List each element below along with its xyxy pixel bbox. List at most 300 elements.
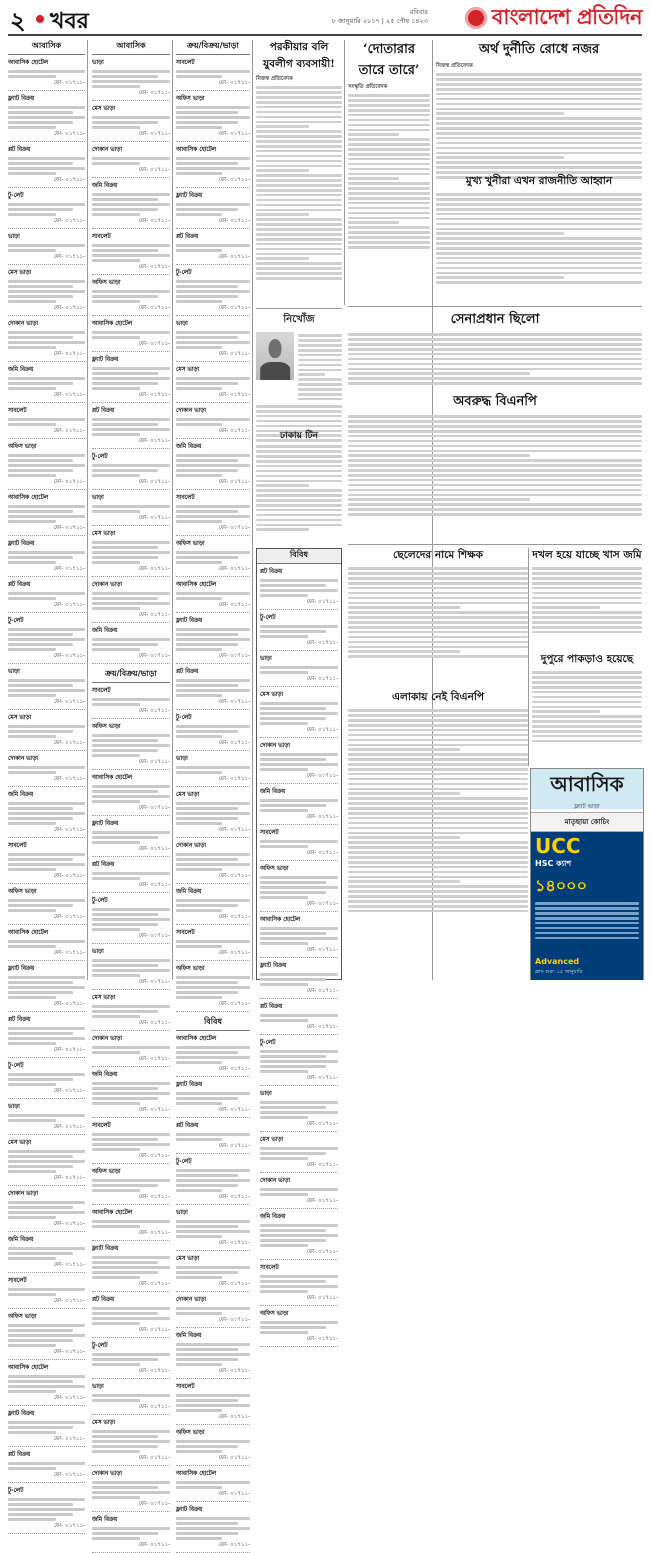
text-line bbox=[256, 204, 342, 207]
classified-ad-title: জমি বিক্রয় bbox=[260, 789, 286, 795]
classified-ad-phone: ফো- ০১৭১১- bbox=[138, 438, 170, 444]
classified-ad-title: ভাড়া bbox=[92, 60, 104, 66]
classified-ad-title: সাবলেট bbox=[260, 1265, 279, 1271]
text-line bbox=[298, 334, 342, 337]
classified-ad bbox=[176, 93, 250, 142]
classified-ad bbox=[260, 827, 338, 861]
classified-ad bbox=[8, 963, 85, 1012]
classified-ad bbox=[260, 786, 338, 825]
text-line bbox=[256, 243, 342, 246]
classified-ad-phone: ফো- ০১৭১১- bbox=[53, 699, 85, 705]
text-line bbox=[348, 338, 642, 341]
classified-ad bbox=[8, 666, 85, 710]
classified-ad bbox=[176, 789, 250, 838]
text-line bbox=[436, 137, 642, 140]
text-line bbox=[535, 937, 639, 940]
text-line bbox=[256, 460, 342, 463]
classified-ad bbox=[176, 231, 250, 265]
classified-ad bbox=[92, 1417, 170, 1466]
text-line bbox=[535, 932, 639, 935]
classified-ad-title: প্লট বিক্রয় bbox=[8, 1452, 31, 1458]
classified-ad-title: ফ্ল্যাট বিক্রয় bbox=[176, 1082, 203, 1088]
classified-ad-phone: ফো- ০১৭১১- bbox=[138, 218, 170, 224]
text-line bbox=[256, 450, 342, 453]
text-line bbox=[256, 267, 342, 270]
text-line bbox=[256, 116, 342, 119]
classified-ad-phone: ফো- ০১৭১১- bbox=[306, 1295, 338, 1301]
text-line bbox=[348, 621, 528, 624]
classified-ad bbox=[92, 1381, 170, 1415]
classified-ad-phone: ফো- ০১৭১১- bbox=[218, 1491, 250, 1497]
classified-ad-title: আবাসিক হোটেল bbox=[176, 1471, 217, 1477]
classified-ad-phone: ফো- ০১৭১১- bbox=[53, 1175, 85, 1181]
classified-ad bbox=[8, 789, 85, 838]
classified-ad bbox=[176, 615, 250, 664]
column-rule bbox=[87, 40, 88, 980]
classified-ad-title: টু-লেট bbox=[92, 1343, 108, 1349]
classified-ad-title: সাবলেট bbox=[92, 234, 111, 240]
text-line bbox=[348, 866, 528, 869]
classified-ad bbox=[260, 689, 338, 738]
classified-ad-phone: ফো- ০১৭১১- bbox=[138, 1404, 170, 1410]
classified-ad bbox=[260, 863, 338, 912]
classified-ad bbox=[176, 927, 250, 961]
text-line bbox=[436, 267, 642, 270]
classified-ad bbox=[8, 712, 85, 751]
classified-ad-title: ভাড়া bbox=[92, 495, 104, 501]
classified-ad bbox=[8, 1137, 85, 1186]
classified-ad-title: ভাড়া bbox=[260, 656, 272, 662]
story-block bbox=[256, 40, 342, 304]
classified-ad-title: জমি বিক্রয় bbox=[176, 1333, 202, 1339]
classified-ad bbox=[92, 1243, 170, 1292]
text-line bbox=[348, 372, 530, 375]
classified-ad-title: ভাড়া bbox=[176, 1210, 188, 1216]
classified-ad-title: দোকান ভাড়া bbox=[92, 1471, 123, 1477]
classified-ad bbox=[260, 914, 338, 958]
text-line bbox=[256, 140, 342, 143]
text-line bbox=[436, 208, 642, 211]
classified-ad-phone: ফো- ০১৭১১- bbox=[306, 773, 338, 779]
classified-ad-title: সাবলেট bbox=[92, 1123, 111, 1129]
classified-ad bbox=[92, 946, 170, 990]
text-line bbox=[436, 203, 642, 206]
classified-ad bbox=[92, 895, 170, 944]
text-line bbox=[436, 228, 642, 231]
text-line bbox=[298, 354, 342, 357]
text-line bbox=[348, 748, 460, 751]
classified-ad-title: ফ্ল্যাট বিক্রয় bbox=[92, 1246, 119, 1252]
column-rule bbox=[344, 40, 345, 305]
story-photo-block bbox=[348, 70, 430, 304]
text-line bbox=[348, 450, 642, 453]
dateline bbox=[332, 8, 428, 26]
text-line bbox=[348, 513, 642, 516]
text-line bbox=[348, 484, 642, 487]
classified-ad-phone: ফো- ০১৭১১- bbox=[53, 1262, 85, 1268]
obituary-title: নিখোঁজ bbox=[283, 314, 315, 325]
classified-ad bbox=[260, 1175, 338, 1209]
classified-ad bbox=[92, 721, 170, 770]
classified-ad-phone: ফো- ০১৭১১- bbox=[138, 1107, 170, 1113]
text-line bbox=[436, 103, 642, 106]
classified-ad-title: অফিস ভাড়া bbox=[8, 444, 37, 450]
text-line bbox=[348, 773, 528, 776]
classified-ad-title: জমি বিক্রয় bbox=[8, 792, 34, 798]
text-line bbox=[348, 768, 528, 771]
classified-ad bbox=[8, 615, 85, 664]
text-line bbox=[348, 900, 528, 903]
classified-ad-phone: ফো- ০১৭১১- bbox=[306, 1075, 338, 1081]
classified-ad bbox=[92, 231, 170, 275]
text-line bbox=[436, 242, 642, 245]
column-rule bbox=[172, 40, 173, 980]
classified-ad-title: ফ্ল্যাট বিক্রয় bbox=[260, 963, 287, 969]
classified-ad-phone: ফো- ০১৭১১- bbox=[53, 1124, 85, 1130]
text-line bbox=[436, 152, 642, 155]
text-line bbox=[348, 880, 460, 883]
classified-ad-title: প্লট বিক্রয় bbox=[8, 582, 31, 588]
text-line bbox=[256, 223, 342, 226]
ucc-ad-panel bbox=[531, 832, 643, 980]
classified-ad-phone: ফো- ০১৭১১- bbox=[218, 1066, 250, 1072]
text-line bbox=[348, 567, 528, 570]
classified-ad bbox=[92, 1166, 170, 1205]
classified-ad bbox=[260, 1262, 338, 1306]
classified-ad bbox=[176, 1156, 250, 1205]
classified-ad-phone: ফো- ০১৭১১- bbox=[138, 1230, 170, 1236]
text-line bbox=[348, 812, 528, 815]
classified-ad-phone: ফো- ০১৭১১- bbox=[218, 776, 250, 782]
day-label: রবিবার bbox=[409, 8, 428, 16]
classified-ad-title: মেস ভাড়া bbox=[176, 1256, 200, 1262]
classified-ad-phone: ফো- ০১৭১১- bbox=[218, 305, 250, 311]
story-block bbox=[348, 690, 528, 980]
text-line bbox=[348, 753, 528, 756]
classified-ad-title: ভাড়া bbox=[8, 669, 20, 675]
text-line bbox=[348, 724, 528, 727]
text-line bbox=[348, 459, 642, 462]
classified-ad-title: প্লট বিক্রয় bbox=[176, 669, 199, 675]
classified-ad-phone: ফো- ০১৭১১- bbox=[53, 950, 85, 956]
classified-ad-title: জমি বিক্রয় bbox=[92, 628, 118, 634]
classified-ad bbox=[176, 1120, 250, 1154]
classified-ad-title: মেস ভাড়া bbox=[92, 106, 116, 112]
classified-ad bbox=[92, 579, 170, 623]
classified-ad-title: টু-লেট bbox=[92, 898, 108, 904]
classified-ad-title: আবাসিক হোটেল bbox=[176, 147, 217, 153]
classified-ad bbox=[92, 318, 170, 352]
classified-ad-phone: ফো- ০১৭১১- bbox=[218, 1368, 250, 1374]
classified-ad-phone: ফো- ০১৭১১- bbox=[53, 218, 85, 224]
text-line bbox=[436, 147, 642, 150]
classified-ad-title: অফিস ভাড়া bbox=[176, 96, 205, 102]
classified-ad-title: মেস ভাড়া bbox=[176, 792, 200, 798]
story-block bbox=[348, 548, 528, 688]
text-line bbox=[348, 802, 528, 805]
classified-ad bbox=[260, 740, 338, 784]
text-line bbox=[298, 378, 342, 381]
text-line bbox=[348, 498, 530, 501]
classified-ad bbox=[8, 753, 85, 787]
classified-ad bbox=[92, 1069, 170, 1118]
text-line bbox=[436, 281, 642, 284]
classified-ad-title: টু-লেট bbox=[260, 615, 276, 621]
classified-ad-phone: ফো- ০১৭১১- bbox=[53, 776, 85, 782]
classified-ad bbox=[176, 1330, 250, 1379]
classified-ad-phone: ফো- ০১৭১১- bbox=[53, 351, 85, 357]
rule bbox=[348, 306, 642, 307]
classified-ad-phone: ফো- ০১৭১১- bbox=[306, 640, 338, 646]
page-number: ২ bbox=[10, 6, 26, 35]
classified-ad-title: আবাসিক হোটেল bbox=[176, 1036, 217, 1042]
text-line bbox=[348, 841, 528, 844]
classified-ad-phone: ফো- ০১৭১১- bbox=[53, 827, 85, 833]
story-headline: ছেলেদের নামে শিক্ষক bbox=[393, 549, 483, 561]
text-line bbox=[348, 636, 528, 639]
text-line bbox=[348, 734, 528, 737]
ucc-fee: ১৪০০০ bbox=[535, 876, 587, 895]
classified-ad bbox=[176, 1079, 250, 1118]
text-line bbox=[532, 686, 642, 689]
text-line bbox=[256, 410, 342, 413]
text-line bbox=[532, 740, 642, 743]
classified-ad-title: অফিস ভাড়া bbox=[8, 889, 37, 895]
classified-ad-title: দোকান ভাড়া bbox=[260, 743, 291, 749]
classified-ad-phone: ফো- ০১৭১১- bbox=[218, 177, 250, 183]
text-line bbox=[348, 415, 642, 418]
text-line bbox=[436, 122, 642, 125]
classified-ad-title: অফিস ভাড়া bbox=[260, 1311, 289, 1317]
classified-ad bbox=[260, 1001, 338, 1035]
classified-ad-phone: ফো- ০১৭১১- bbox=[53, 602, 85, 608]
classified-ad-title: আবাসিক হোটেল bbox=[8, 930, 49, 936]
classified-ad-title: জমি বিক্রয় bbox=[92, 183, 118, 189]
classified-ad bbox=[92, 103, 170, 142]
text-line bbox=[348, 895, 528, 898]
text-line bbox=[348, 739, 528, 742]
classified-ad-phone: ফো- ০১৭১১- bbox=[138, 566, 170, 572]
text-line bbox=[436, 161, 642, 164]
text-line bbox=[256, 189, 342, 192]
column-rule bbox=[252, 40, 253, 980]
classified-column bbox=[8, 40, 85, 1529]
text-line bbox=[256, 445, 342, 448]
text-line bbox=[436, 193, 642, 196]
classified-ad-title: জমি বিক্রয় bbox=[8, 367, 34, 373]
classified-ad-title: আবাসিক হোটেল bbox=[92, 1210, 133, 1216]
ucc-logo: UCC bbox=[535, 834, 581, 858]
classified-ad-title: প্লট বিক্রয় bbox=[8, 147, 31, 153]
classified-ad-phone: ফো- ০১৭১১- bbox=[218, 566, 250, 572]
text-line bbox=[436, 112, 564, 115]
classified-ad-phone: ফো- ০১৭১১- bbox=[53, 131, 85, 137]
text-line bbox=[256, 96, 342, 99]
classified-ad bbox=[176, 405, 250, 439]
text-line bbox=[348, 885, 528, 888]
classified-ad bbox=[92, 354, 170, 403]
text-line bbox=[436, 108, 642, 111]
classified-ad-title: ফ্ল্যাট বিক্রয় bbox=[8, 1411, 35, 1417]
brand-name: বাংলাদেশ প্রতিদিন bbox=[491, 3, 642, 29]
story-block bbox=[532, 652, 642, 764]
coaching-advertisement[interactable] bbox=[530, 768, 644, 980]
classified-ad-title: টু-লেট bbox=[8, 1063, 24, 1069]
classified-ad-title: সাবলেট bbox=[176, 1384, 195, 1390]
classified-ad-phone: ফো- ০১৭১১- bbox=[138, 1281, 170, 1287]
classified-ad bbox=[176, 1427, 250, 1466]
classified-ad-title: দোকান ভাড়া bbox=[8, 321, 39, 327]
text-line bbox=[436, 117, 642, 120]
classified-ad-phone: ফো- ০১৭১১- bbox=[306, 1024, 338, 1030]
classified-ad bbox=[92, 277, 170, 316]
text-line bbox=[532, 582, 642, 585]
story-headline: অবরুদ্ধ বিএনপি bbox=[453, 394, 537, 409]
classified-ad-phone: ফো- ০১৭১১- bbox=[306, 947, 338, 953]
text-line bbox=[256, 184, 342, 187]
classified-ad-phone: ফো- ০১৭১১- bbox=[53, 428, 85, 434]
text-line bbox=[298, 398, 342, 401]
text-line bbox=[348, 616, 528, 619]
classified-ad-title: ফ্ল্যাট বিক্রয় bbox=[8, 966, 35, 972]
classified-ad bbox=[176, 1468, 250, 1502]
classified-ad-phone: ফো- ০১৭১১- bbox=[306, 676, 338, 682]
story-block bbox=[532, 548, 642, 648]
classified-ad bbox=[8, 364, 85, 403]
text-line bbox=[532, 706, 642, 709]
classified-ad bbox=[92, 859, 170, 893]
text-line bbox=[256, 253, 342, 256]
classified-ad-phone: ফো- ০১৭১১- bbox=[138, 1327, 170, 1333]
text-line bbox=[532, 597, 642, 600]
classified-ad-phone: ফো- ০১৭১১- bbox=[53, 914, 85, 920]
category-heading: আবাসিক bbox=[8, 40, 85, 55]
text-line bbox=[348, 817, 528, 820]
classified-ad-title: ফ্ল্যাট বিক্রয় bbox=[92, 357, 119, 363]
classified-ad-title: মেস ভাড়া bbox=[8, 1140, 32, 1146]
classified-ad bbox=[92, 180, 170, 229]
classified-ad-title: টু-লেট bbox=[8, 1488, 24, 1494]
classified-ad-title: ভাড়া bbox=[260, 1091, 272, 1097]
text-line bbox=[532, 676, 642, 679]
text-line bbox=[298, 393, 342, 396]
story-headline: মুখ্য খুনীরা এখন রাজনীতি আহ্বান bbox=[465, 175, 613, 187]
text-line bbox=[436, 213, 642, 216]
category-heading: ক্রয়/বিক্রয়/ভাড়া bbox=[92, 668, 170, 683]
misc-classified-box bbox=[256, 548, 342, 1342]
classified-ad-phone: ফো- ০১৭১১- bbox=[306, 1198, 338, 1204]
text-line bbox=[298, 344, 342, 347]
classified-ad-title: জমি বিক্রয় bbox=[176, 889, 202, 895]
classified-ad-phone: ফো- ০১৭১১- bbox=[306, 814, 338, 820]
classified-ad-phone: ফো- ০১৭১১- bbox=[306, 1121, 338, 1127]
text-line bbox=[348, 587, 528, 590]
classified-ad-title: প্লট বিক্রয় bbox=[176, 1123, 199, 1129]
classified-ad bbox=[8, 1485, 85, 1534]
text-line bbox=[256, 272, 342, 275]
classified-ad-phone: ফো- ০১৭১১- bbox=[53, 653, 85, 659]
ucc-advanced-label: Advanced bbox=[535, 957, 580, 966]
classified-ad-phone: ফো- ০১৭১১- bbox=[138, 90, 170, 96]
classified-ad-phone: ফো- ০১৭১১- bbox=[53, 1298, 85, 1304]
text-line bbox=[436, 198, 642, 201]
text-line bbox=[348, 592, 528, 595]
classified-ad-phone: ফো- ০১৭১১- bbox=[218, 80, 250, 86]
classified-ad bbox=[260, 653, 338, 687]
text-line bbox=[256, 248, 342, 251]
classified-ad-title: সাবলেট bbox=[260, 830, 279, 836]
classified-ad-phone: ফো- ০১৭১১- bbox=[53, 479, 85, 485]
classified-ad-title: জমি বিক্রয় bbox=[8, 1237, 34, 1243]
section-dot-icon bbox=[36, 15, 44, 23]
classified-ad-phone: ফো- ০১৭১১- bbox=[306, 988, 338, 994]
text-line bbox=[436, 272, 642, 275]
text-line bbox=[532, 631, 642, 634]
text-line bbox=[348, 744, 528, 747]
text-line bbox=[348, 792, 460, 795]
text-line bbox=[535, 917, 639, 920]
text-line bbox=[348, 597, 528, 600]
classified-ad bbox=[8, 1362, 85, 1406]
text-line bbox=[298, 359, 342, 362]
classified-ad bbox=[8, 886, 85, 925]
story-headline: ‘দোতারার তারে তারে’ bbox=[358, 42, 420, 78]
classified-ad-phone: ফো- ০১৭১১- bbox=[306, 1336, 338, 1342]
story-headline: সেনাপ্রধান ছিলো bbox=[450, 312, 540, 327]
classified-ad-title: সাবলেট bbox=[176, 60, 195, 66]
classified-ad bbox=[8, 538, 85, 577]
classified-ad-phone: ফো- ০১৭১১- bbox=[138, 1153, 170, 1159]
text-line bbox=[256, 121, 342, 124]
classified-ad bbox=[8, 1449, 85, 1483]
text-line bbox=[436, 262, 642, 265]
classified-ad bbox=[8, 57, 85, 91]
text-line bbox=[256, 528, 309, 531]
text-line bbox=[348, 626, 528, 629]
classified-ad-phone: ফো- ০১৭১১- bbox=[138, 805, 170, 811]
text-line bbox=[532, 616, 642, 619]
classified-ad-phone: ফো- ০১৭১১- bbox=[138, 933, 170, 939]
text-line bbox=[348, 758, 528, 761]
text-line bbox=[256, 213, 309, 216]
text-line bbox=[535, 912, 639, 915]
text-line bbox=[298, 339, 342, 342]
classified-ad-phone: ফো- ০১৭১১- bbox=[218, 351, 250, 357]
classified-ad-title: অফিস ভাড়া bbox=[92, 280, 121, 286]
classified-ad-phone: ফো- ০১৭১১- bbox=[138, 341, 170, 347]
classified-ad bbox=[8, 1060, 85, 1099]
text-line bbox=[436, 237, 642, 240]
text-line bbox=[256, 475, 342, 478]
text-line bbox=[256, 489, 342, 492]
classified-ad-title: সাবলেট bbox=[92, 688, 111, 694]
story-headline: অর্থ দুর্নীতি রোধে নজর bbox=[478, 42, 600, 57]
classified-ad-phone: ফো- ০১৭১১- bbox=[138, 1542, 170, 1548]
text-line bbox=[256, 199, 342, 202]
classified-ad-title: আবাসিক হোটেল bbox=[8, 60, 49, 66]
classified-ad bbox=[8, 318, 85, 362]
text-line bbox=[256, 130, 342, 133]
classified-ad-title: সাবলেট bbox=[8, 1278, 27, 1284]
classified-ad bbox=[176, 753, 250, 787]
classified-ad-title: প্লট বিক্রয় bbox=[260, 569, 283, 575]
text-line bbox=[532, 725, 642, 728]
classified-ad-title: টু-লেট bbox=[8, 618, 24, 624]
text-line bbox=[348, 788, 528, 791]
story-block bbox=[256, 428, 342, 544]
missing-person-photo bbox=[256, 332, 294, 380]
classified-ad-title: অফিস ভাড়া bbox=[176, 541, 205, 547]
